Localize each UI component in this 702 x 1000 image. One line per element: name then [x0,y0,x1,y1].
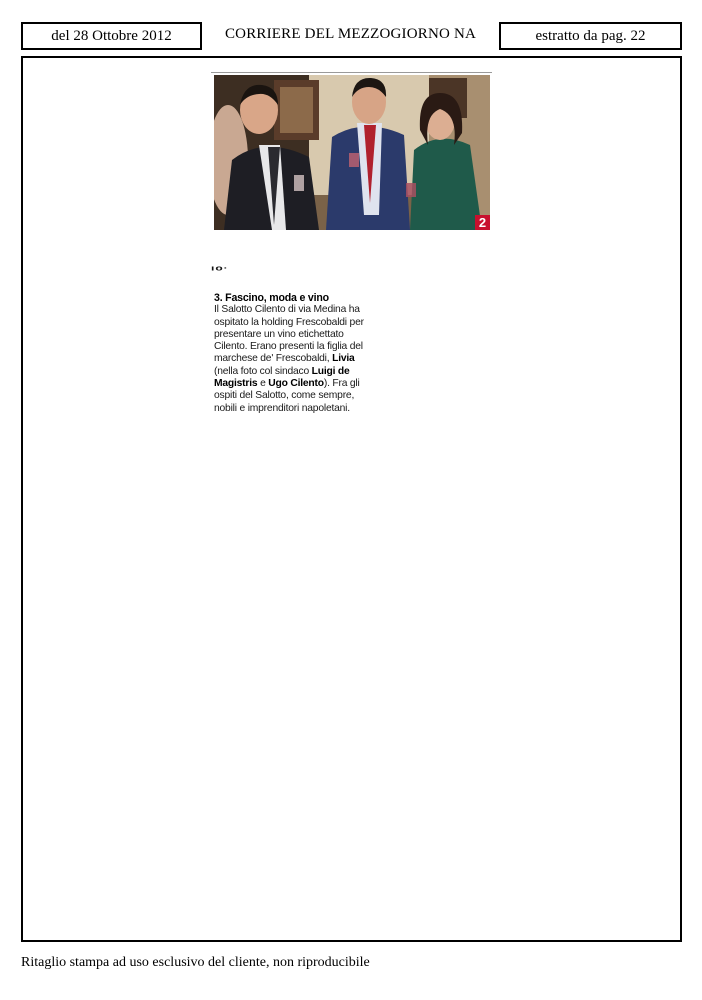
cut-headline-fragment: ıo· [211,264,229,273]
article-body-part-2: (nella foto col sindaco [214,365,312,377]
article-text [214,292,374,415]
name-de-magistris: Luigi de Magistris [214,365,350,390]
photo-number-badge: 2 [475,215,490,230]
name-livia: Livia [332,353,355,365]
article-body-part-4: ). Fra gli ospiti del Salotto, come sempre, nobili e imprenditori napoletani. [214,378,360,414]
date-label: del 28 Ottobre 2012 [51,27,172,44]
article-title: 3. Fascino, moda e vino [214,292,329,304]
extract-page-box [499,22,682,50]
article-body-part-3: e [257,378,269,390]
article-body [214,304,374,415]
photo-illustration [214,75,490,230]
clipping-top-rule [211,72,492,73]
article-photo [214,75,490,230]
footer-disclaimer: Ritaglio stampa ad uso esclusivo del cliente, non riproducibile [21,955,370,970]
article-body-part-1: Il Salotto Cilento di via Medina ha ospitato la holding Frescobaldi per presentare un vino etichettato Cilento. Erano presenti la figlia del marchese de' Frescobaldi, [214,304,364,365]
extract-page-label: estratto da pag. 22 [535,27,646,44]
name-ugo-cilento: Ugo Cilento [268,378,324,390]
date-box [21,22,202,50]
publication-title: CORRIERE DEL MEZZOGIORNO NA [224,26,477,42]
